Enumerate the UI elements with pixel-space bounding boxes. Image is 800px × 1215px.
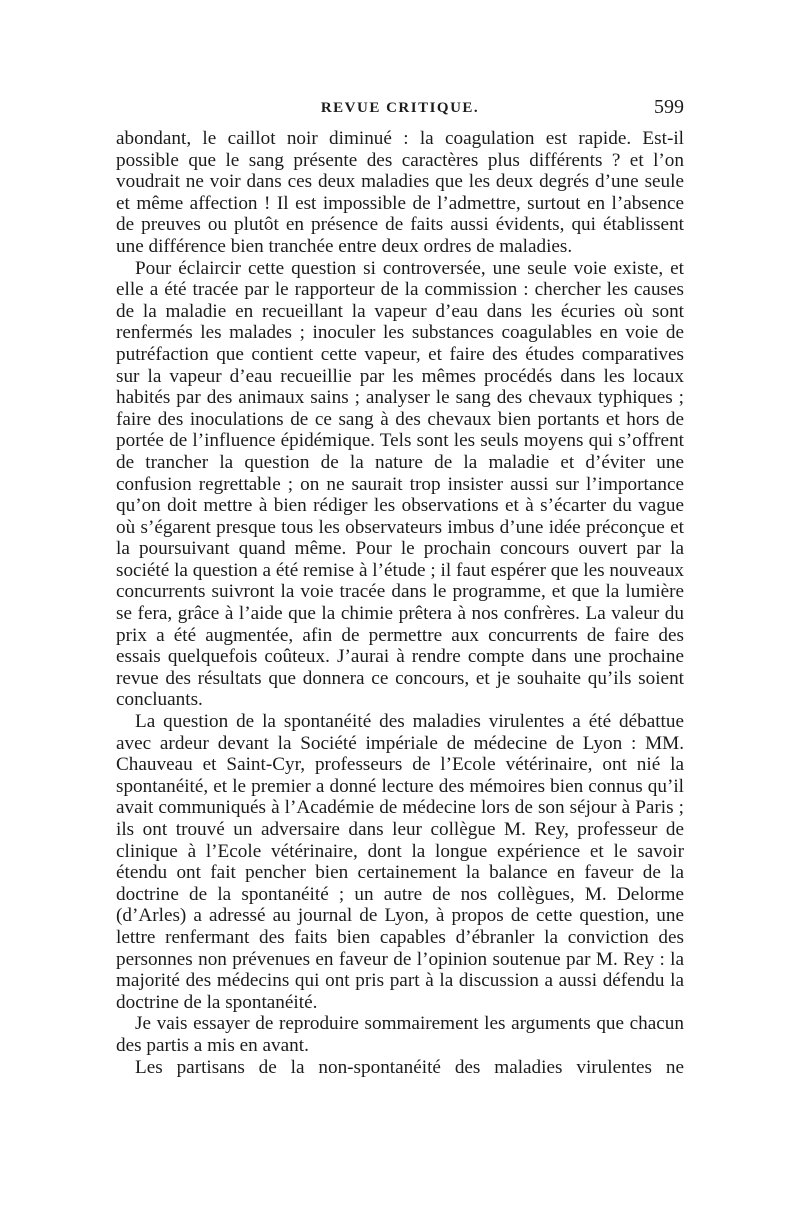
page-number: 599 xyxy=(654,96,684,118)
paragraph-method: Pour éclaircir cette question si controversée, une seule voie existe, et elle a été tracée par le rapporteur de la commission : chercher les causes de la maladie en recueillant la vapeur d’eau dans les écuries où sont renfermés les malades ; inoculer les substances coagulables en voie de putréfaction que contient cette vapeur, et faire des études comparatives sur la vapeur d’eau recueillie par les mêmes procédés dans les locaux habités par des animaux sains ; analyser le sang des chevaux typhiques ; faire des inoculations de ce sang à des chevaux bien portants et hors de portée de l’influence épidémique. Tels sont les seuls moyens qui s’offrent de trancher la question de la nature de la maladie et d’éviter une confusion regrettable ; on ne saurait trop insister aussi sur l’importance qu’on doit mettre à bien rédiger les observations et à s’écarter du vague où s’égarent presque tous les observateurs imbus d’une idée préconçue et la poursuivant quand même. Pour le prochain concours ouvert par la société la question a été remise à l’étude ; il faut espérer que les nouveaux concurrents suivront la voie tracée dans le programme, et que la lumière se fera, grâce à l’aide que la chimie prêtera à nos confrères. La valeur du prix a été augmentée, afin de permettre aux concurrents de faire des essais quelquefois coûteux. J’aurai à rendre compte dans une prochaine revue des résultats que donnera ce concours, et je souhaite qu’ils soient concluants. xyxy=(116,257,684,711)
running-title: REVUE CRITIQUE. xyxy=(320,100,480,116)
paragraph-intro-arguments: Je vais essayer de reproduire sommairement les arguments que chacun des partis a mis en avant. xyxy=(116,1013,684,1056)
page-header xyxy=(116,96,684,126)
paragraph-partisans: Les partisans de la non-spontanéité des maladies virulentes ne xyxy=(135,1056,684,1078)
paragraph-lyon-debate: La question de la spontanéité des maladies virulentes a été débattue avec ardeur devant la Société impériale de médecine de Lyon : MM. Chauveau et Saint-Cyr, professeurs de l’Ecole vétérinaire, ont nié la spontanéité, et le premier a donné lecture des mémoires bien connus qu’il avait communiqués à l’Académie de médecine lors de son séjour à Paris ; ils ont trouvé un adversaire dans leur collègue M. Rey, professeur de clinique à l’Ecole vétérinaire, dont la longue expérience et le savoir étendu ont fait pencher bien certainement la balance en faveur de la doctrine de la spontanéité ; un autre de nos collègues, M. Delorme (d’Arles) a adressé au journal de Lyon, à propos de cette question, une lettre renfermant des faits bien capables d’ébranler la conviction des personnes non prévenues en faveur de l’opinion soutenue par M. Rey : la majorité des médecins qui ont pris part à la discussion a aussi défendu la doctrine de la spontanéité. xyxy=(116,711,684,1013)
paragraph-continued: abondant, le caillot noir diminué : la coagulation est rapide. Est-il possible que le sang présente des caractères plus différents ? et l’on voudrait ne voir dans ces deux maladies que les deux degrés d’une seule et même affection ! Il est impossible de l’admettre, surtout en l’absence de preuves ou plutôt en présence de faits aussi évidents, qui établissent une différence bien tranchée entre deux ordres de maladies. xyxy=(116,128,684,257)
body-text xyxy=(116,128,684,1078)
